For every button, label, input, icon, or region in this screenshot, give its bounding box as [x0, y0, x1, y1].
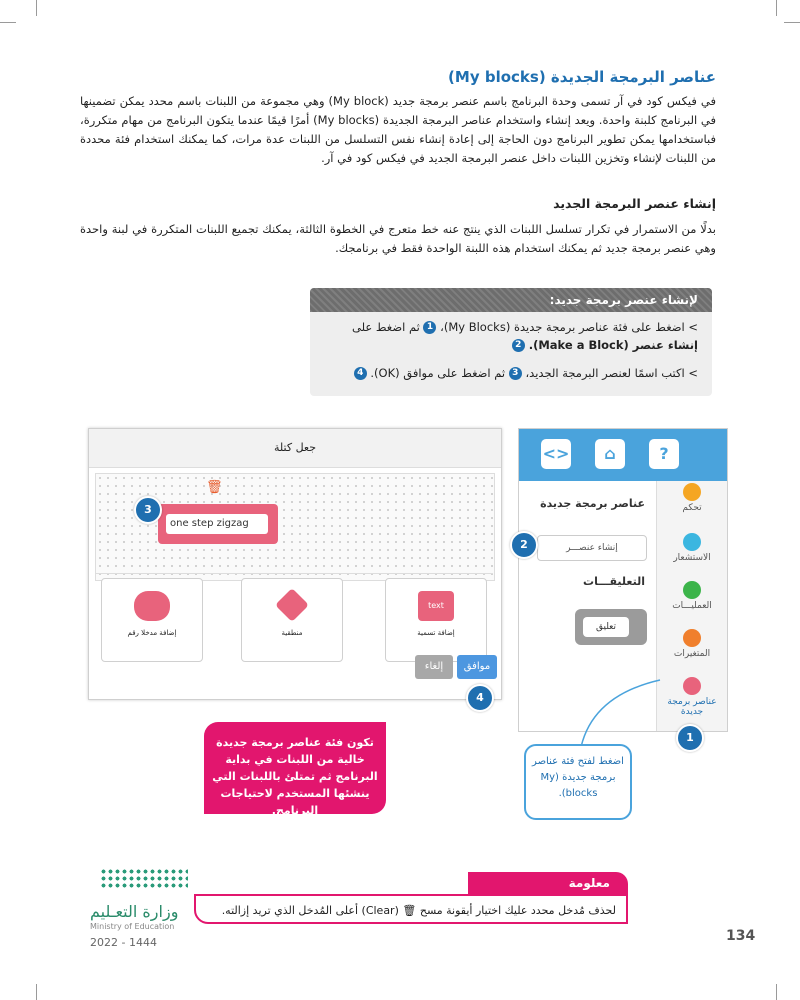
comments-title: التعليقـــات: [583, 575, 645, 588]
intro-paragraph: في فيكس كود في آر تسمى وحدة البرنامج باسم عنصر برمجة جديد (My block) وهي مجموعة من اللبنات باسم محدد يمكن تضمينها في البرنامج كلبنة واحدة. ويعد إنشاء واستخدام عناصر البرمجة الجديدة (My blocks) أمرًا قيمًا عندما يتكون البرنامج من مهام متكررة، فباستخدامها يمكن تطوير البرنامج دون الحاجة إلى إعادة إنشاء نفس التسلسل من اللبنات عدة مرات، كما يمكنك استخدام فئة محددة من اللبنات لإنشاء وتخزين اللبنات داخل عنصر البرمجة الجديد في فيكس كود في آر.: [80, 94, 717, 165]
crop-mark: [776, 984, 777, 1000]
step-text: إنشاء عنصر (Make a Block).: [524, 338, 698, 352]
category-dot: [683, 533, 701, 551]
ministry-name-english: Ministry of Education: [90, 922, 175, 931]
code-icon[interactable]: <>: [541, 439, 571, 469]
ok-button[interactable]: موافق: [457, 655, 497, 679]
block-name-input[interactable]: one step zigzag: [166, 514, 268, 534]
add-boolean-option[interactable]: [241, 578, 343, 662]
category-label: تحكم: [682, 503, 702, 513]
crop-mark: [36, 0, 37, 16]
ministry-logo-icon: [100, 868, 188, 888]
callout-number: 3: [134, 496, 162, 524]
step-text: ثم اضغط على: [351, 320, 424, 334]
category-control[interactable]: [657, 483, 727, 513]
help-icon[interactable]: ?: [649, 439, 679, 469]
category-dot: [683, 629, 701, 647]
step-text: > اكتب اسمًا لعنصر البرمجة الجديد،: [521, 366, 698, 380]
category-operators[interactable]: [657, 581, 727, 611]
ministry-name-arabic: وزارة التعـليم: [90, 902, 179, 921]
option-label: إضافة مدخلا رقم: [127, 629, 177, 637]
option-label: إضافة تسمية: [417, 629, 455, 637]
instructions-title: لإنشاء عنصر برمجة جديد:: [310, 288, 712, 312]
crop-mark: [36, 984, 37, 1000]
step-text: > اضغط على فئة عناصر برمجة جديدة (My Blocks)،: [436, 320, 698, 334]
callout-number: 2: [510, 531, 538, 559]
empty-category-note: تكون فئة عناصر برمجة جديدة خالية من اللبنات في بداية البرنامج ثم تمتلئ باللبنات التي ينشئها المستخدم لاحتياجات البرنامج.: [204, 722, 386, 814]
category-label: الاستشعار: [673, 553, 711, 563]
category-sensing[interactable]: [657, 533, 727, 563]
callout-number: 1: [676, 724, 704, 752]
category-dot: [683, 483, 701, 501]
dialog-title: جعل كتلة: [89, 429, 501, 468]
step-number: 4: [354, 367, 367, 380]
instruction-step: [328, 364, 698, 382]
block-preview-area: [95, 473, 495, 581]
step-text: ثم اضغط على موافق (OK).: [366, 366, 509, 380]
instructions-box: [310, 288, 712, 396]
crop-mark: [784, 22, 800, 23]
info-text: لحذف مُدخل محدد عليك اختيار أيقونة مسح 🗑 (Clear) أعلى المُدخل الذي تريد إزالته.: [194, 894, 628, 924]
step-number: 1: [423, 321, 436, 334]
step-number: 2: [512, 339, 525, 352]
label-shape-icon: text: [418, 591, 454, 621]
crop-mark: [776, 0, 777, 16]
boolean-shape-icon: [275, 588, 309, 622]
palette-title: عناصر برمجة جديدة: [540, 497, 645, 510]
cancel-button[interactable]: إلغاء: [415, 655, 453, 679]
editor-toolbar: [519, 429, 727, 481]
edition-year: 2022 - 1444: [90, 936, 157, 949]
add-label-option[interactable]: [385, 578, 487, 662]
info-title: معلومة: [468, 872, 628, 894]
callout-number: 4: [466, 684, 494, 712]
crop-mark: [0, 22, 16, 23]
option-label: منطقية: [281, 629, 303, 637]
make-block-dialog: [88, 428, 502, 700]
category-dot: [683, 581, 701, 599]
instruction-step: [328, 318, 698, 354]
add-number-input-option[interactable]: [101, 578, 203, 662]
trash-icon[interactable]: 🗑: [206, 480, 223, 495]
step-number: 3: [509, 367, 522, 380]
section-title: عناصر البرمجة الجديدة (My blocks): [448, 68, 716, 86]
make-block-button[interactable]: إنشاء عنصـــر: [537, 535, 647, 561]
dashboard-icon[interactable]: ⌂: [595, 439, 625, 469]
category-label: عناصر برمجة جديدة: [667, 697, 717, 717]
category-dot: [683, 677, 701, 695]
number-shape-icon: [134, 591, 170, 621]
category-label: العمليـــات: [672, 601, 712, 611]
comment-block-label: تعليق: [583, 617, 629, 637]
category-label: المتغيرات: [673, 649, 711, 659]
subsection-title: إنشاء عنصر البرمجة الجديد: [553, 196, 716, 211]
subsection-paragraph: بدلًا من الاستمرار في تكرار تسلسل اللبنات الذي ينتج عنه خط متعرج في الخطوة الثالثة، يمكنك تجميع اللبنات المتكررة في لبنة واحدة وهي عنصر برمجة جديد ثم يمكنك استخدام هذه اللبنة الواحدة فقط في برنامجك.: [80, 222, 716, 255]
open-category-note: اضغط لفتح فئة عناصر برمجة جديدة (My blocks).: [524, 744, 632, 820]
page-number: 134: [726, 928, 756, 944]
category-variables[interactable]: [657, 629, 727, 659]
